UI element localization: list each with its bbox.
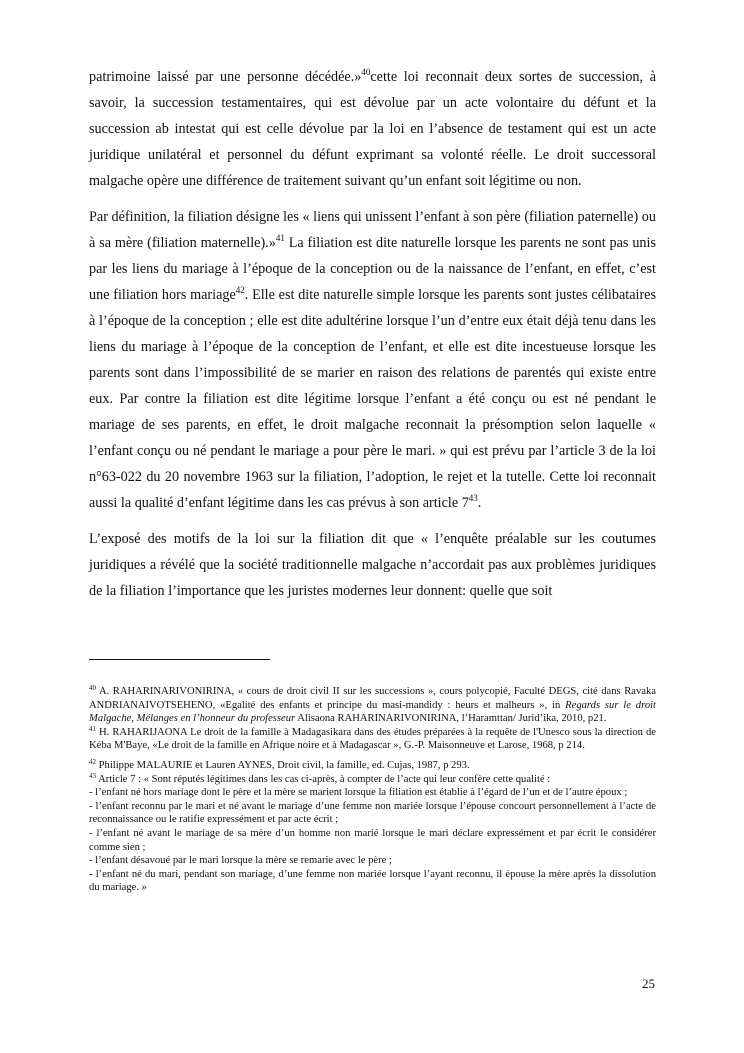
paragraph-succession [89,64,656,194]
footnote-43-item: - l’enfant né du mari, pendant son mariage, d’une femme non mariée lorsque l’ayant reconnu, il épouse la mère après la dissolution du mariage. » [89,868,656,894]
page-number: 25 [642,976,655,991]
paragraph-expose-des-motifs [89,526,656,604]
footnote-number: 41 [89,724,96,733]
footnote-separator [89,659,270,660]
paragraph-text: L’exposé des motifs de la loi sur la filiation dit que « l’enquête préalable sur les coutumes juridiques a révélé que la société traditionnelle malgache n’accordait pas aux problèmes juridiques de la filiation l’importance que les juristes modernes leur donnent: quelle que soit [89,531,656,599]
footnote-number: 40 [89,684,96,692]
footnotes [89,685,656,895]
footnote-text: A. RAHARINARIVONIRINA, « cours de droit civil II sur les successions », cours polycopié, Faculté DEGS, cité dans Ravaka ANDRIANAIVOTSEHENO, «Egalité des enfants et principe du masi-mandidy : heurs et malheurs », in [89,686,656,711]
footnote-43-item: - l’enfant reconnu par le mari et né avant le mariage d’une femme non mariée lorsque l’épouse concourt personnellement à l’acte de reconnaissance ou le ratifie expressément et par acte écrit ; [89,800,656,826]
footnote-ref-43[interactable]: 43 [468,493,478,503]
footnote-43-item: - l’enfant né avant le mariage de sa mère d’un homme non marié lorsque le mari déclare expressément et par écrit le considérer comme sien ; [89,827,656,853]
footnote-text: Article 7 : « Sont réputés légitimes dans les cas ci-après, à compter de l’acte qui leur confère cette qualité : [96,773,551,785]
footnote-ref-40[interactable]: 40 [361,67,371,77]
footnote-number: 43 [89,771,96,780]
footnote-43-item: - l’enfant désavoué par le mari lorsque la mère se remarie avec le père ; [89,855,392,867]
footnote-ref-42[interactable]: 42 [235,285,245,295]
footnote-43-item: - l’enfant né hors mariage dont le père et la mère se marient lorsque la filiation est établie à l’égard de l’un et de l’autre époux ; [89,787,628,799]
paragraph-filiation-definition [89,204,656,516]
footnote-number: 42 [89,757,96,766]
footnote-42 [89,759,656,773]
footnote-43 [89,773,656,787]
paragraph-text: patrimoine laissé par une personne décédée.» [89,69,362,85]
body-text [89,64,656,604]
footnote-text: Alisaona RAHARINARIVONIRINA, l’Haramttan/ Jurid’ika, 2010, p21. [295,713,607,725]
footnote-40 [89,685,656,726]
footnote-text: Philippe MALAURIE et Lauren AYNES, Droit civil, la famille, ed. Cujas, 1987, p 293. [96,759,470,771]
footnote-41 [89,726,656,753]
paragraph-text: cette loi reconnait deux sortes de succession, à savoir, la succession testamentaires, qui est dévolue par un acte volontaire du défunt et la succession ab intestat qui est celle dévolue par la loi en l’absence de testament qui est un acte juridique unilatéral et personnel du défunt exprimant sa volonté réelle. Le droit successoral malgache opère une différence de traitement suivant qu’un enfant soit légitime ou non. [89,69,657,189]
footnote-text: H. RAHARIJAONA Le droit de la famille à Madagasikara dans des études préparées à la requête de l'Unesco sous la direction de Kéba M'Baye, «Le droit de la famille en Afrique noire et à Madagascar », G.-P. Maisonneuve et Larose, 1968, p 214. [89,726,656,752]
paragraph-text: . [477,495,482,511]
footnote-italic-title: Regards sur le droit Malgache, Mélanges en l’honneur du professeur [89,699,656,725]
paragraph-text: Par définition, la filiation désigne les « liens qui unissent l’enfant à son père (filiation paternelle) ou à sa mère (filiation maternelle).» [89,209,656,251]
footnote-ref-41[interactable]: 41 [275,233,285,243]
paragraph-text: . Elle est dite naturelle simple lorsque les parents sont justes célibataires à l’époque de la conception ; elle est dite adultérine lorsque l’un d’entre eux était déjà tenu dans les liens du mariage à l’époque de la conception de l’enfant, et elle est dite incestueuse lorsque les parents sont dans l’impossibilité de se marier en raison des relations de parentés qui existe entre eux. Par contre la filiation est dite légitime lorsque l’enfant a été conçu ou est né pendant le mariage de ses parents, en effet, le droit malgache reconnait la présomption selon laquelle « l’enfant conçu ou né pendant le mariage a pour père le mari. » qui est prévu par l’article 3 de la loi n°63-022 du 20 novembre 1963 sur la filiation, l’adoption, le rejet et la tutelle. Cette loi reconnait aussi la qualité d’enfant légitime dans les cas prévus à son article 7 [89,287,656,511]
paragraph-text: La filiation est dite naturelle lorsque les parents ne sont pas unis par les liens du mariage à l’époque de la conception ou de la naissance de l’enfant, en effet, c’est une filiation hors mariage [89,235,656,303]
